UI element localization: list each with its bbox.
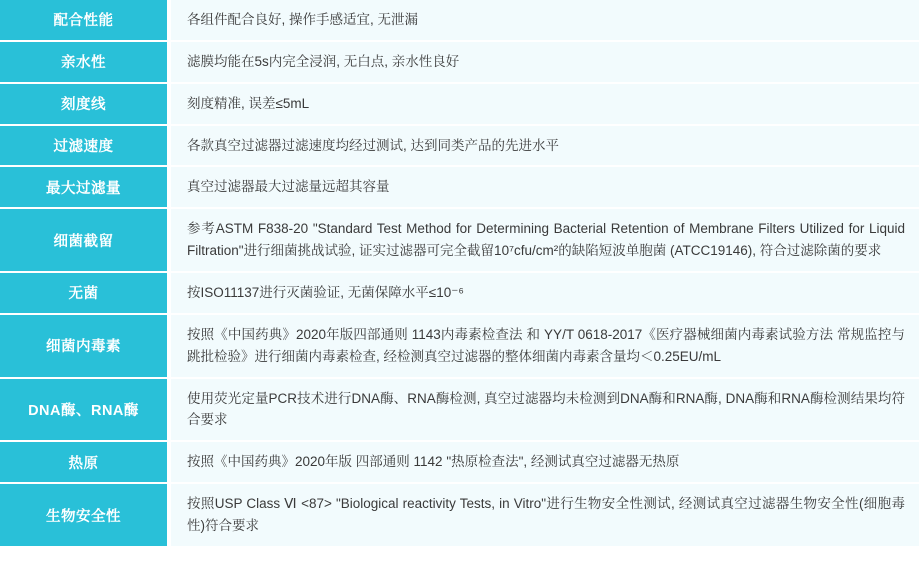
table-row	[0, 125, 919, 167]
row-value	[169, 166, 919, 208]
row-value-text: 刻度精准, 误差≤5mL	[187, 95, 310, 111]
row-value	[169, 208, 919, 272]
table-row	[0, 0, 919, 41]
table-row	[0, 166, 919, 208]
row-value-text: 按照USP Class Ⅵ <87> "Biological reactivity Tests, in Vitro"进行生物安全性测试, 经测试真空过滤器生物安全性(细胞毒性)符合要求	[187, 496, 905, 534]
table-row	[0, 378, 919, 442]
row-label: DNA酶、RNA酶	[0, 378, 169, 442]
row-value	[169, 125, 919, 167]
row-value	[169, 41, 919, 83]
row-label: 无菌	[0, 272, 169, 314]
table-row	[0, 441, 919, 483]
row-label: 细菌截留	[0, 208, 169, 272]
table-row	[0, 208, 919, 272]
row-value	[169, 441, 919, 483]
row-value	[169, 272, 919, 314]
row-value-text: 真空过滤器最大过滤量远超其容量	[187, 179, 390, 195]
row-label: 生物安全性	[0, 483, 169, 547]
row-label: 最大过滤量	[0, 166, 169, 208]
table-row	[0, 272, 919, 314]
row-label: 细菌内毒素	[0, 314, 169, 378]
table-row	[0, 41, 919, 83]
row-value-text: 使用荧光定量PCR技术进行DNA酶、RNA酶检测, 真空过滤器均未检测到DNA酶和RNA酶, DNA酶和RNA酶检测结果均符合要求	[187, 390, 905, 428]
row-value	[169, 314, 919, 378]
row-value	[169, 378, 919, 442]
row-value-text: 滤膜均能在5s内完全浸润, 无白点, 亲水性良好	[187, 53, 460, 69]
row-value-text: 按ISO11137进行灭菌验证, 无菌保障水平≤10⁻⁶	[187, 285, 464, 301]
row-value	[169, 0, 919, 41]
table-row	[0, 314, 919, 378]
row-value-text: 各组件配合良好, 操作手感适宜, 无泄漏	[187, 12, 419, 27]
row-value-text: 参考ASTM F838-20 "Standard Test Method for Determining Bacterial Retention of Membrane Filters Utilized for Liquid Filtration"进行细菌挑战试验, 证实过滤器可完全截留10⁷cfu/cm²的缺陷短波单胞菌 (ATCC19146), 符合过滤除菌的要求	[187, 221, 905, 259]
row-label: 热原	[0, 441, 169, 483]
row-value	[169, 83, 919, 125]
table-row	[0, 483, 919, 547]
row-label: 配合性能	[0, 0, 169, 41]
row-label: 刻度线	[0, 83, 169, 125]
row-label: 亲水性	[0, 41, 169, 83]
row-value	[169, 483, 919, 547]
row-value-text: 各款真空过滤器过滤速度均经过测试, 达到同类产品的先进水平	[187, 137, 560, 153]
row-label: 过滤速度	[0, 125, 169, 167]
row-value-text: 按照《中国药典》2020年版四部通则 1143内毒素检查法 和 YY/T 0618-2017《医疗器械细菌内毒素试验方法 常规监控与跳批检验》进行细菌内毒素检查, 经检测真空过滤器的整体细菌内毒素含量均＜0.25EU/mL	[187, 326, 905, 364]
table-row	[0, 83, 919, 125]
row-value-text: 按照《中国药典》2020年版 四部通则 1142 "热原检查法", 经测试真空过滤器无热原	[187, 454, 680, 470]
